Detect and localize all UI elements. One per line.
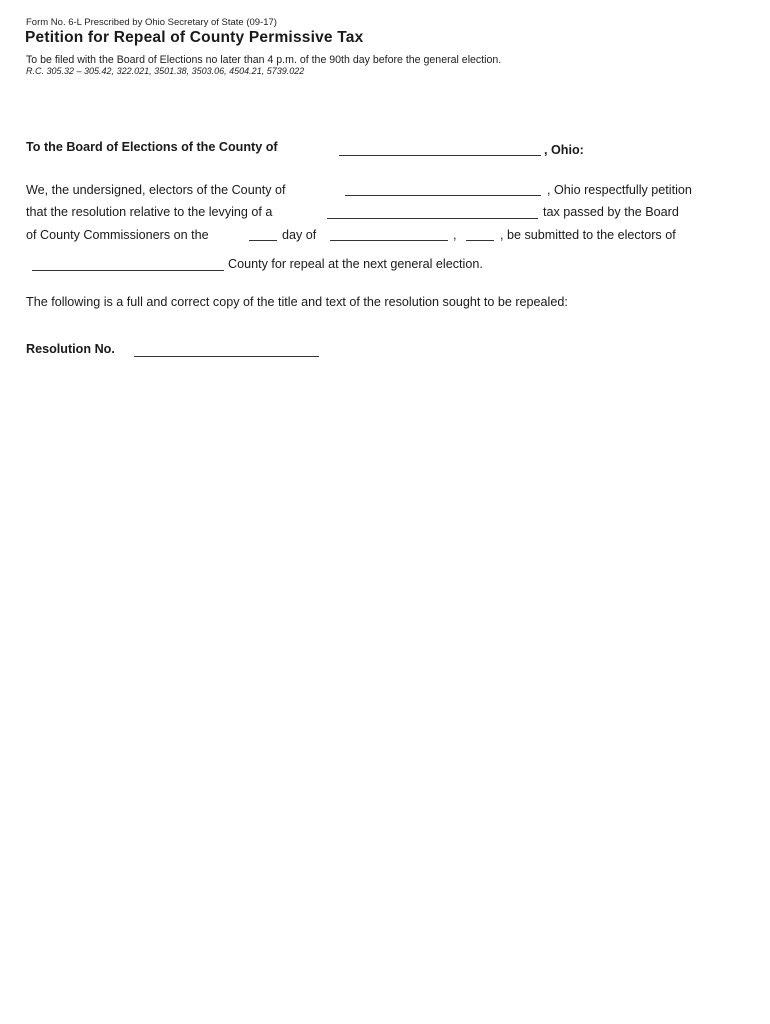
copy-statement: The following is a full and correct copy of the title and text of the resolution sought to be repealed: [26,295,568,309]
month-field[interactable] [330,240,448,241]
year-field[interactable] [466,240,494,241]
petition-line3-start: of County Commissioners on the [26,228,209,242]
day-field[interactable] [249,240,277,241]
statute-references: R.C. 305.32 – 305.42, 322.021, 3501.38, 3503.06, 4504.21, 5739.022 [26,66,305,76]
petition-line1-end: , Ohio respectfully petition [547,183,692,197]
submission-county-field[interactable] [32,270,224,271]
resolution-number-label: Resolution No. [26,342,115,356]
petition-line3-comma: , [453,228,457,242]
form-number: Form No. 6-L Prescribed by Ohio Secretary of State (09-17) [26,17,277,28]
address-to-text: To the Board of Elections of the County of [26,140,278,154]
tax-type-field[interactable] [327,218,538,219]
petition-line2-start: that the resolution relative to the levying of a [26,205,273,219]
petition-line1-start: We, the undersigned, electors of the County of [26,183,286,197]
petition-line4: County for repeal at the next general election. [228,257,483,271]
county-name-field[interactable] [339,155,541,156]
petition-line3-end: , be submitted to the electors of [500,228,676,242]
page-title: Petition for Repeal of County Permissive Tax [25,29,364,46]
petition-line3-day-of: day of [282,228,317,242]
resolution-number-field[interactable] [134,356,319,357]
petition-line2-end: tax passed by the Board [543,205,679,219]
filing-instructions: To be filed with the Board of Elections no later than 4 p.m. of the 90th day before the general election. [26,54,502,66]
address-ohio-text: , Ohio: [544,143,584,157]
electors-county-field[interactable] [345,195,541,196]
